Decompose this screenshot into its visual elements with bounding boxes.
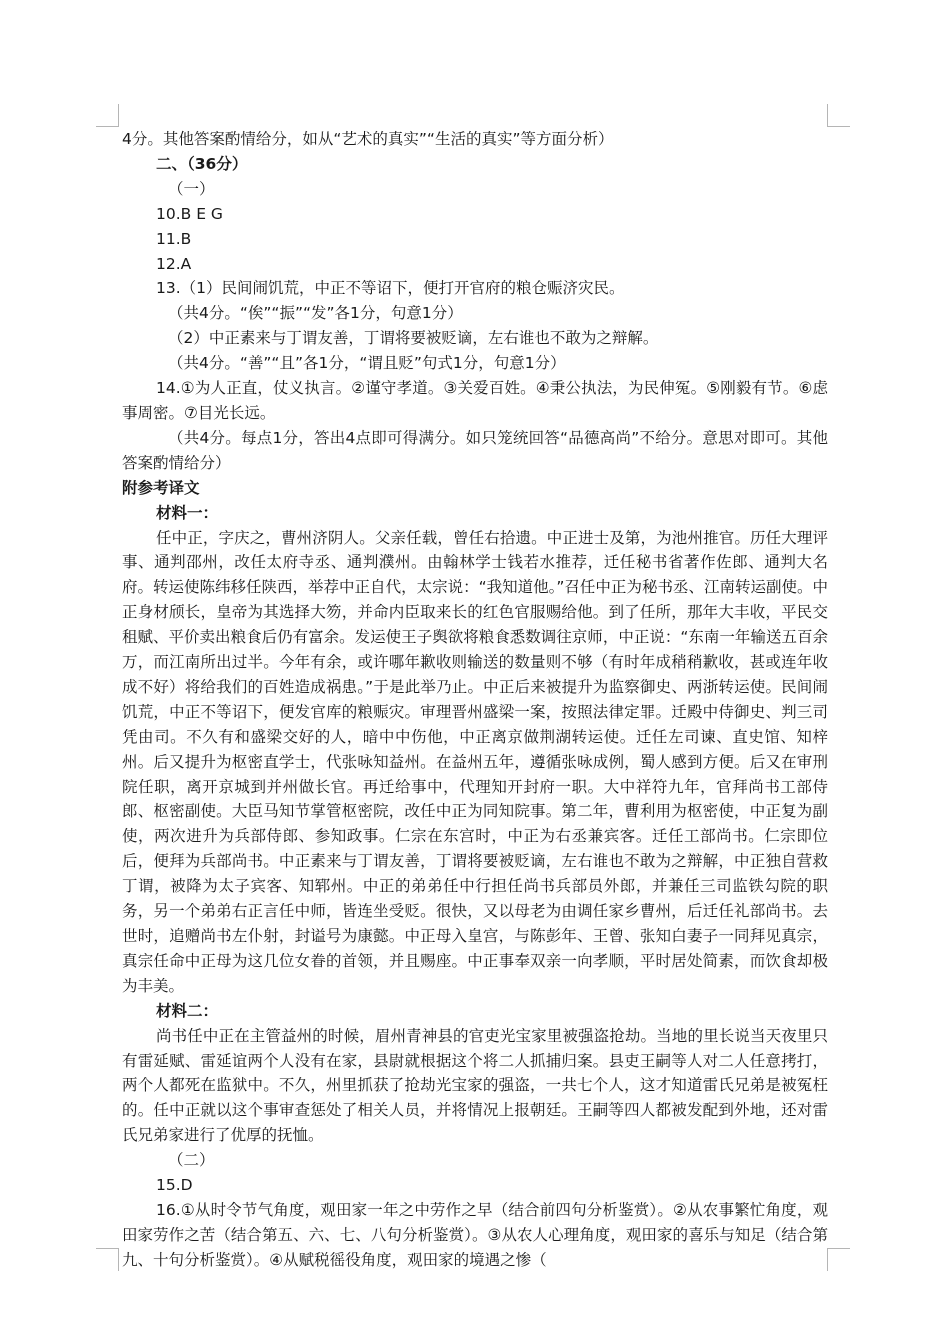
part-one-heading: （一） <box>168 179 215 198</box>
answer-13-part-1: 13.（1）民间闹饥荒，中正不等诏下，便打开官府的粮仓赈济灾民。 <box>156 279 625 298</box>
appendix-title: 附参考译文 <box>122 478 200 497</box>
continuation-line: 4分。其他答案酌情给分，如从“艺术的真实”“生活的真实”等方面分析） <box>122 130 614 148</box>
answer-document <box>122 127 828 1273</box>
part-two-heading: （二） <box>168 1151 215 1170</box>
answer-10: 10.B E G <box>156 204 223 223</box>
section-two-heading: 二、（36分） <box>156 154 248 173</box>
answer-11: 11.B <box>156 229 192 248</box>
answer-15: 15.D <box>156 1176 193 1195</box>
crop-mark-top-left <box>96 104 119 127</box>
material-two-translation: 尚书任中正在主管益州的时候，眉州青神县的官吏光宝家里被强盗抢劫。当地的里长说当天夜里只有雷延赋、雷延谊两个人没有在家，县尉就根据这个将二人抓捕归案。县吏王嗣等人对二人任意拷打，两个人都死在监狱中。不久，州里抓获了抢劫光宝家的强盗，一共七个人，这才知道雷氏兄弟是被冤枉的。任中正就以这个事审查惩处了相关人员，并将情况上报朝廷。王嗣等四人都被发配到外地，还对雷氏兄弟家进行了优厚的抚恤。 <box>122 1026 828 1145</box>
crop-mark-bottom-left <box>96 1248 119 1271</box>
material-two-title: 材料二： <box>156 1001 219 1020</box>
crop-mark-bottom-right <box>827 1248 850 1271</box>
answer-13-part-2-scoring: （共4分。“善”“且”各1分，“谓且贬”句式1分，句意1分） <box>168 354 566 373</box>
answer-14-scoring: （共4分。每点1分，答出4点即可得满分。如只笼统回答“品德高尚”不给分。意思对即可。其他答案酌情给分） <box>122 428 828 472</box>
answer-12: 12.A <box>156 254 192 273</box>
answer-13-part-1-scoring: （共4分。“俟”“振”“发”各1分，句意1分） <box>168 304 463 323</box>
answer-13-part-2: （2）中正素来与丁谓友善，丁谓将要被贬谪，左右谁也不敢为之辩解。 <box>168 329 659 348</box>
answer-16: 16.①从时令节气角度，观田家一年之中劳作之早（结合前四句分析鉴赏）。②从农事繁忙角度，观田家劳作之苦（结合第五、六、七、八句分析鉴赏）。③从农人心理角度，观田家的喜乐与知足（结合第九、十句分析鉴赏）。④从赋税徭役角度，观田家的境遇之惨（ <box>122 1200 828 1269</box>
crop-mark-top-right <box>827 104 850 127</box>
material-one-translation: 任中正，字庆之，曹州济阴人。父亲任载，曾任右拾遗。中正进士及第，为池州推官。历任大理评事、通判邵州，改任太府寺丞、通判濮州。由翰林学士钱若水推荐，迁任秘书省著作佐郎、通判大名府。转运使陈纬移任陕西，举荐中正自代，太宗说：“我知道他。”召任中正为秘书丞、江南转运副使。中正身材颀长，皇帝为其选择大笏，并命内臣取来长的红色官服赐给他。到了任所，那年大丰收，平民交租赋、平价卖出粮食后仍有富余。发运使王子舆欲将粮食悉数调往京师，中正说：“东南一年输送五百余万，而江南所出过半。今年有余，或许哪年歉收则输送的数量则不够（有时年成稍稍歉收，甚或连年收成不好）将给我们的百姓造成祸患。”于是此举乃止。中正后来被提升为监察御史、两浙转运使。民间闹饥荒，中正不等诏下，便发官库的粮赈灾。审理晋州盛梁一案，按照法律定罪。迁殿中侍御史、判三司凭由司。不久有和盛梁交好的人，暗中中伤他，中正离京做荆湖转运使。迁任左司谏、直史馆、知梓州。后又提升为枢密直学士，代张咏知益州。在益州五年，遵循张咏成例，蜀人感到方便。后又在审刑院任职，离开京城到并州做长官。再迁给事中，代理知开封府一职。大中祥符九年，官拜尚书工部侍郎、枢密副使。大臣马知节掌管枢密院，改任中正为同知院事。第二年，曹利用为枢密使，中正复为副使，两次进升为兵部侍郎、参知政事。仁宗在东宫时，中正为右丞兼宾客。迁任工部尚书。仁宗即位后，便拜为兵部尚书。中正素来与丁谓友善，丁谓将要被贬谪，左右谁也不敢为之辩解，中正独自营救丁谓，被降为太子宾客、知郓州。中正的弟弟任中行担任尚书兵部员外郎，并兼任三司监铁勾院的职务，另一个弟弟右正言任中师，皆连坐受贬。很快，又以母老为由调任家乡曹州，后迁任礼部尚书。去世时，追赠尚书左仆射，封谥号为康懿。中正母入皇宫，与陈彭年、王曾、张知白妻子一同拜见真宗，真宗任命中正母为这几位女眷的首领，并且赐座。中正事奉双亲一向孝顺，平时居处简素，而饮食却极为丰美。 <box>122 528 828 995</box>
material-one-title: 材料一： <box>156 503 219 522</box>
answer-14: 14.①为人正直，仗义执言。②谨守孝道。③关爱百姓。④秉公执法，为民伸冤。⑤刚毅有节。⑥虑事周密。⑦目光长远。 <box>122 379 828 422</box>
